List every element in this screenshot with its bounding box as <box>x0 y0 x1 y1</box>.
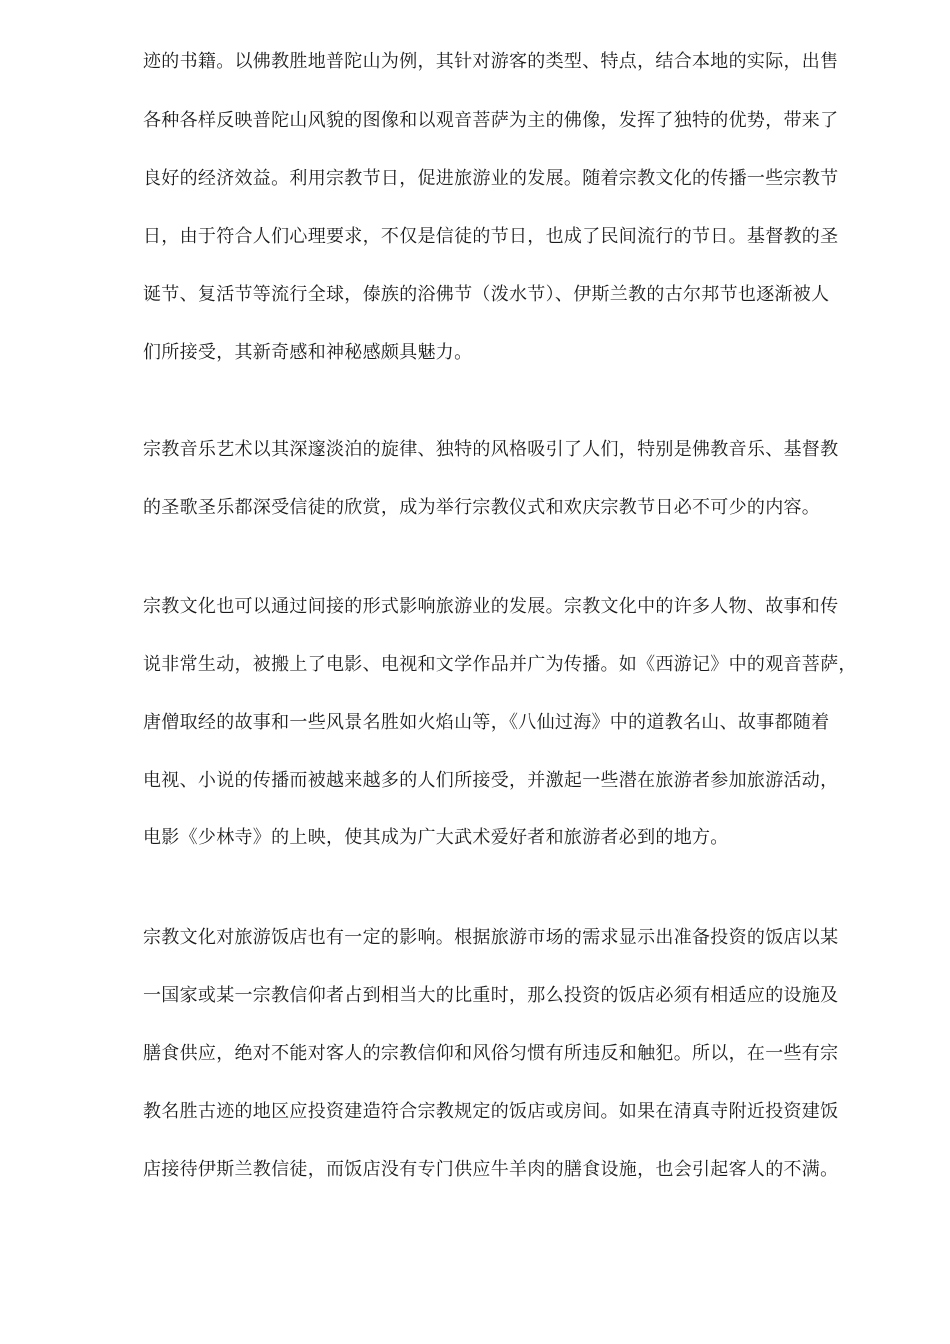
text-line: 说非常生动，被搬上了电影、电视和文学作品并广为传播。如《西游记》中的观音菩萨， <box>143 654 857 675</box>
text-line: 宗教文化也可以通过间接的形式影响旅游业的发展。宗教文化中的许多人物、故事和传 <box>143 596 839 617</box>
text-line: 的圣歌圣乐都深受信徒的欣赏，成为举行宗教仪式和欢庆宗教节日必不可少的内容。 <box>143 497 821 518</box>
text-line: 膳食供应，绝对不能对客人的宗教信仰和风俗匀惯有所违反和触犯。所以，在一些有宗 <box>143 1043 839 1064</box>
text-line: 迹的书籍。以佛教胜地普陀山为例，其针对游客的类型、特点，结合本地的实际，出售 <box>143 51 839 72</box>
text-line: 电视、小说的传播而被越来越多的人们所接受，并激起一些潜在旅游者参加旅游活动， <box>143 770 839 791</box>
text-line: 电影《少林寺》的上映，使其成为广大武术爱好者和旅游者必到的地方。 <box>143 827 729 848</box>
text-line: 一国家或某一宗教信仰者占到相当大的比重时，那么投资的饭店必须有相适应的设施及 <box>143 985 839 1006</box>
text-line: 诞节、复活节等流行全球，傣族的浴佛节（泼水节）、伊斯兰教的古尔邦节也逐渐被人 <box>143 284 830 305</box>
text-line: 宗教文化对旅游饭店也有一定的影响。根据旅游市场的需求显示出准备投资的饭店以某 <box>143 927 839 948</box>
text-line: 各种各样反映普陀山风貌的图像和以观音菩萨为主的佛像，发挥了独特的优势，带来了 <box>143 110 839 131</box>
text-line: 唐僧取经的故事和一些风景名胜如火焰山等，《八仙过海》中的道教名山、故事都随着 <box>143 712 830 733</box>
text-line: 良好的经济效益。利用宗教节日，促进旅游业的发展。随着宗教文化的传播一些宗教节 <box>143 168 839 189</box>
text-line: 店接待伊斯兰教信徒，而饭店没有专门供应牛羊肉的膳食设施，也会引起客人的不满。 <box>143 1159 839 1180</box>
text-line: 日，由于符合人们心理要求，不仅是信徒的节日，也成了民间流行的节日。基督教的圣 <box>143 226 839 247</box>
text-line: 教名胜古迹的地区应投资建造符合宗教规定的饭店或房间。如果在清真寺附近投资建饭 <box>143 1101 839 1122</box>
text-line: 宗教音乐艺术以其深邃淡泊的旋律、独特的风格吸引了人们，特别是佛教音乐、基督教 <box>143 439 839 460</box>
text-line: 们所接受，其新奇感和神秘感颇具魅力。 <box>143 342 473 363</box>
